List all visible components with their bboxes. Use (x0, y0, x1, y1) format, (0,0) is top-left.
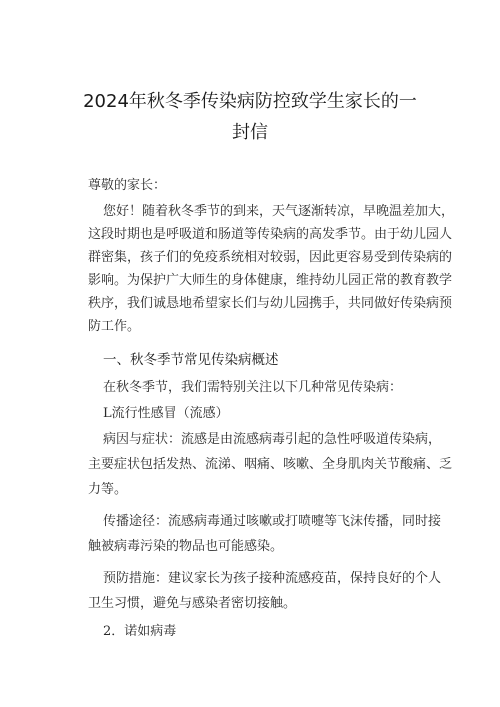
title-line-1: 2024年秋冬季传染病防控致学生家长的一 (83, 91, 417, 112)
intro-line: 防工作。 (88, 319, 141, 334)
item-cause-line: 主要症状包括发热、流涕、咽痛、咳嗽、全身肌肉关节酸痛、乏 (88, 457, 453, 472)
section-heading: 一、秋冬季节常见传染病概述 (103, 352, 279, 368)
greeting: 尊敬的家长： (88, 178, 167, 193)
item-prevent-line: 预防措施：建议家长为孩子接种流感疫苗，保持良好的个人 (103, 571, 442, 586)
item-title: L流行性感冒（流感） (103, 406, 229, 421)
title-line-2: 封信 (232, 122, 268, 143)
item-route-line: 传播途径：流感病毒通过咳嗽或打喷嚏等飞沫传播，同时接 (103, 514, 442, 529)
item-route-line: 触被病毒污染的物品也可能感染。 (88, 539, 284, 554)
item-cause-line: 病因与症状：流感是由流感病毒引起的急性呼吸道传染病， (103, 432, 442, 447)
item-title: 2．诺如病毒 (103, 624, 177, 639)
intro-line: 影响。为保护广大师生的身体健康，维持幼儿园正常的教育教学 (88, 273, 453, 288)
intro-line: 您好！随着秋冬季节的到来，天气逐渐转凉，早晚温差加大， (103, 204, 455, 219)
intro-line: 群密集，孩子们的免疫系统相对较弱，因此更容易受到传染病的 (88, 250, 453, 265)
intro-line: 这段时期也是呼吸道和肠道等传染病的高发季节。由于幼儿园人 (88, 227, 453, 242)
item-prevent-line: 卫生习惯，避免与感染者密切接触。 (88, 596, 297, 611)
item-cause-line: 力等。 (88, 482, 128, 497)
intro-line: 秩序，我们诚恳地希望家长们与幼儿园携手，共同做好传染病预 (88, 296, 453, 311)
section-intro: 在秋冬季节，我们需特别关注以下几种常见传染病： (103, 380, 403, 395)
